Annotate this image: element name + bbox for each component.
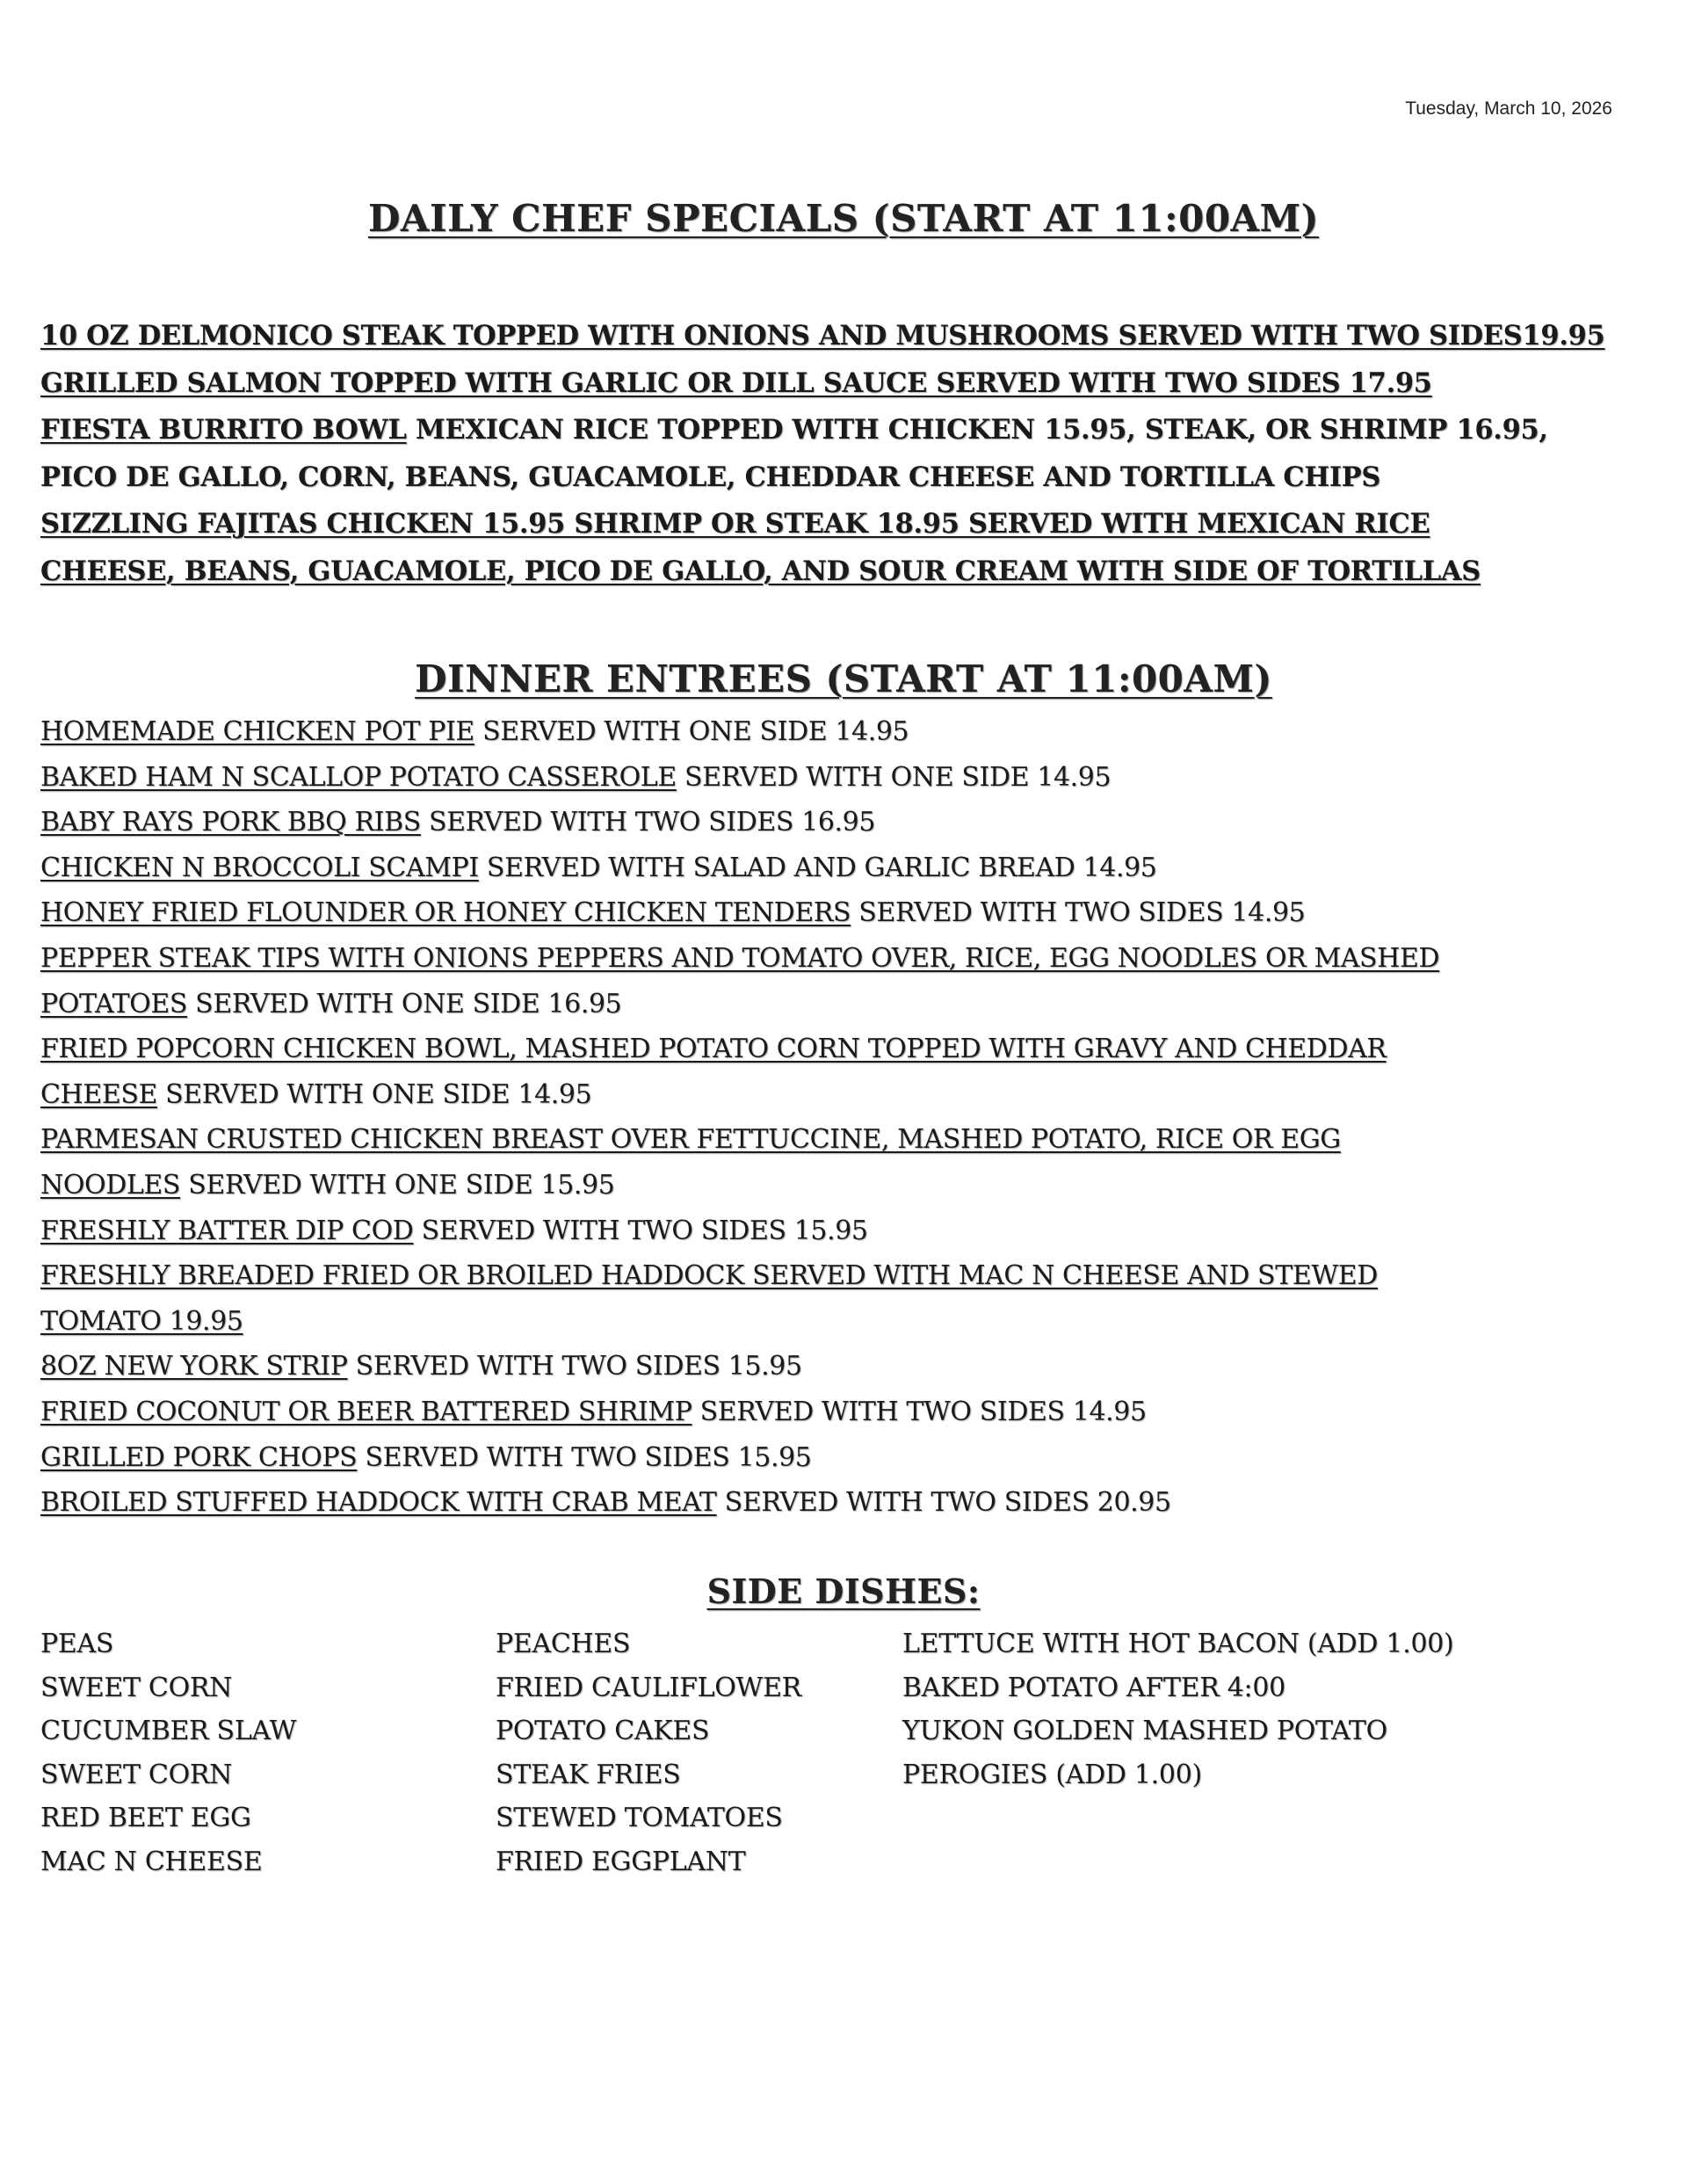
dinner-item-name: POTATOES: [40, 988, 188, 1019]
dinner-item-detail: SERVED WITH TWO SIDES 20.95: [716, 1487, 1171, 1519]
side-item: CUCUMBER SLAW: [40, 1716, 297, 1746]
date-stamp: Tuesday, March 10, 2026: [1405, 98, 1612, 119]
dinner-item-name: BABY RAYS PORK BBQ RIBS: [40, 807, 421, 838]
side-item: LETTUCE WITH HOT BACON (ADD 1.00): [902, 1629, 1454, 1659]
specials-item-name: CHEESE, BEANS, GUACAMOLE, PICO DE GALLO, AND SOUR CREAM WITH SIDE OF TORTILLAS: [40, 555, 1481, 587]
sides-heading: SIDE DISHES:: [706, 1571, 981, 1611]
specials-item-name: SIZZLING FAJITAS CHICKEN 15.95 SHRIMP OR STEAK 18.95 SERVED WITH MEXICAN RICE: [40, 508, 1430, 540]
dinner-line: [40, 1117, 1657, 1163]
dinner-item-detail: SERVED WITH TWO SIDES 15.95: [413, 1215, 868, 1246]
specials-list: [40, 313, 1657, 595]
specials-line: [40, 360, 1657, 408]
dinner-line: [40, 890, 1657, 936]
dinner-item-detail: SERVED WITH SALAD AND GARLIC BREAD 14.95: [478, 852, 1157, 883]
dinner-item-detail: SERVED WITH TWO SIDES 14.95: [851, 897, 1306, 929]
dinner-item-name: FRESHLY BREADED FRIED OR BROILED HADDOCK SERVED WITH MAC N CHEESE AND STEWED: [40, 1260, 1378, 1292]
specials-line: [40, 501, 1657, 548]
specials-item-detail: MEXICAN RICE TOPPED WITH CHICKEN 15.95, STEAK, OR SHRIMP 16.95,: [406, 414, 1548, 446]
dinner-item-detail: SERVED WITH TWO SIDES 14.95: [691, 1396, 1147, 1427]
specials-heading: DAILY CHEF SPECIALS (START AT 11:00AM): [367, 197, 1320, 240]
dinner-item-name: PARMESAN CRUSTED CHICKEN BREAST OVER FETTUCCINE, MASHED POTATO, RICE OR EGG: [40, 1124, 1341, 1156]
dinner-item-detail: SERVED WITH ONE SIDE 14.95: [676, 761, 1111, 793]
side-item: STEWED TOMATOES: [496, 1803, 783, 1833]
side-item: PEAS: [40, 1629, 114, 1659]
specials-item-name: 10 OZ DELMONICO STEAK TOPPED WITH ONIONS AND MUSHROOMS SERVED WITH TWO SIDES19.95: [40, 320, 1605, 352]
specials-item-name: FIESTA BURRITO BOWL: [40, 414, 407, 446]
dinner-item-name: CHICKEN N BROCCOLI SCAMPI: [40, 852, 479, 883]
dinner-line: [40, 1027, 1657, 1072]
dinner-line: [40, 1072, 1657, 1118]
dinner-line: [40, 1253, 1657, 1299]
dinner-item-name: BAKED HAM N SCALLOP POTATO CASSEROLE: [40, 761, 677, 793]
dinner-item-name: PEPPER STEAK TIPS WITH ONIONS PEPPERS AND TOMATO OVER, RICE, EGG NOODLES OR MASHED: [40, 942, 1440, 974]
dinner-item-name: TOMATO 19.95: [40, 1305, 243, 1337]
dinner-item-detail: SERVED WITH TWO SIDES 15.95: [357, 1441, 812, 1473]
side-item: PEROGIES (ADD 1.00): [902, 1759, 1202, 1790]
dinner-item-detail: SERVED WITH TWO SIDES 16.95: [420, 807, 876, 838]
dinner-line: [40, 709, 1657, 755]
sides-column-2: [496, 1622, 801, 1883]
sides-column-1: [40, 1622, 296, 1883]
dinner-line: [40, 1163, 1657, 1208]
side-item: STEAK FRIES: [496, 1759, 681, 1790]
side-item: BAKED POTATO AFTER 4:00: [902, 1672, 1285, 1703]
side-item: POTATO CAKES: [496, 1716, 710, 1746]
dinner-line: [40, 1480, 1657, 1526]
dinner-item-name: BROILED STUFFED HADDOCK WITH CRAB MEAT: [40, 1487, 717, 1519]
dinner-line: [40, 936, 1657, 982]
dinner-item-detail: SERVED WITH ONE SIDE 16.95: [187, 988, 622, 1019]
side-item: FRIED CAULIFLOWER: [496, 1672, 801, 1703]
dinner-line: [40, 1389, 1657, 1435]
dinner-item-detail: SERVED WITH TWO SIDES 15.95: [347, 1351, 802, 1382]
specials-line: [40, 407, 1657, 454]
side-item: FRIED EGGPLANT: [496, 1846, 746, 1877]
dinner-line: [40, 1299, 1657, 1345]
dinner-item-name: GRILLED PORK CHOPS: [40, 1441, 358, 1473]
dinner-item-name: FRIED POPCORN CHICKEN BOWL, MASHED POTATO CORN TOPPED WITH GRAVY AND CHEDDAR: [40, 1034, 1387, 1065]
specials-line: [40, 454, 1657, 502]
dinner-item-detail: SERVED WITH ONE SIDE 15.95: [180, 1169, 615, 1201]
dinner-list: [40, 709, 1657, 1526]
dinner-line: [40, 845, 1657, 891]
dinner-line: [40, 755, 1657, 801]
dinner-line: [40, 1208, 1657, 1254]
dinner-item-name: 8OZ NEW YORK STRIP: [40, 1351, 348, 1382]
dinner-heading: DINNER ENTREES (START AT 11:00AM): [415, 657, 1272, 700]
side-item: RED BEET EGG: [40, 1803, 251, 1833]
dinner-line: [40, 1435, 1657, 1481]
side-item: MAC N CHEESE: [40, 1846, 263, 1877]
dinner-item-name: CHEESE: [40, 1078, 157, 1110]
dinner-item-name: NOODLES: [40, 1169, 181, 1201]
dinner-item-name: FRESHLY BATTER DIP COD: [40, 1215, 414, 1246]
dinner-item-detail: SERVED WITH ONE SIDE 14.95: [156, 1078, 592, 1110]
dinner-item-name: HOMEMADE CHICKEN POT PIE: [40, 716, 474, 747]
specials-line: [40, 548, 1657, 596]
side-item: PEACHES: [496, 1629, 631, 1659]
dinner-item-detail: SERVED WITH ONE SIDE 14.95: [474, 716, 909, 747]
dinner-item-name: FRIED COCONUT OR BEER BATTERED SHRIMP: [40, 1396, 692, 1427]
dinner-line: [40, 982, 1657, 1027]
side-item: SWEET CORN: [40, 1672, 233, 1703]
dinner-line: [40, 1344, 1657, 1389]
side-item: SWEET CORN: [40, 1759, 233, 1790]
side-item: YUKON GOLDEN MASHED POTATO: [902, 1716, 1387, 1746]
sides-column-3: [902, 1622, 1453, 1796]
specials-item-name: GRILLED SALMON TOPPED WITH GARLIC OR DILL SAUCE SERVED WITH TWO SIDES 17.95: [40, 366, 1432, 399]
specials-item-detail: PICO DE GALLO, CORN, BEANS, GUACAMOLE, CHEDDAR CHEESE AND TORTILLA CHIPS: [40, 461, 1381, 493]
dinner-line: [40, 800, 1657, 845]
specials-line: [40, 313, 1657, 360]
dinner-item-name: HONEY FRIED FLOUNDER OR HONEY CHICKEN TENDERS: [40, 897, 851, 929]
